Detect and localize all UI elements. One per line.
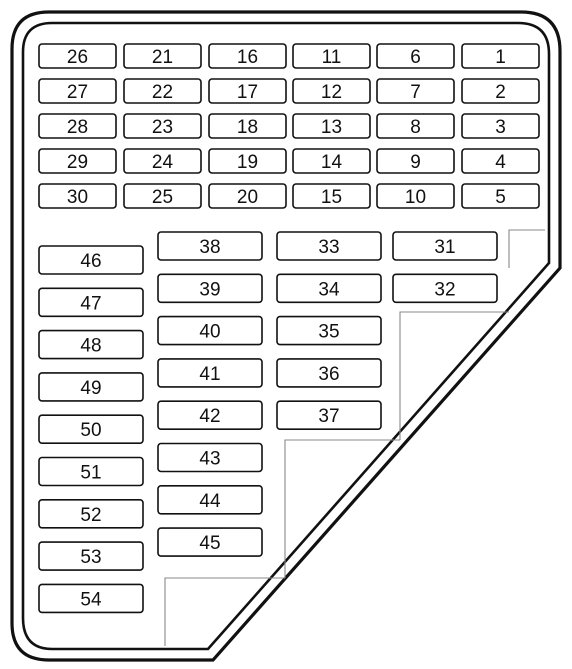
fuse-number: 15 [320,187,343,208]
fuse-number: 34 [318,279,340,301]
fuse-number: 46 [80,251,102,272]
fuse-number: 2 [495,82,506,103]
fuse-number: 40 [199,321,221,343]
fuse-12 [293,79,370,103]
fuse-16 [209,44,286,68]
fuse-44 [158,486,262,514]
fuse-15 [293,184,370,208]
fuse-number: 41 [199,363,221,385]
fuse-number: 28 [66,117,89,138]
fuse-number: 23 [151,117,174,138]
fuse-number: 30 [66,187,89,208]
fuse-2 [462,79,539,103]
fuse-number: 14 [320,152,343,173]
fuse-30 [39,184,116,208]
fuse-22 [124,79,201,103]
fuse-number: 49 [80,377,102,399]
fuse-number: 32 [434,279,456,301]
fuse-53 [39,542,143,570]
fuse-number: 16 [236,47,259,68]
fuse-number: 29 [66,152,89,173]
fuse-3 [462,114,539,138]
fuse-20 [209,184,286,208]
fuse-23 [124,114,201,138]
fuse-26 [39,44,116,68]
fuse-46 [39,246,143,274]
fuse-number: 20 [236,187,259,208]
fuse-41 [158,359,262,387]
fuse-37 [277,401,381,429]
fuse-number: 35 [318,321,340,343]
fuse-7 [377,79,454,103]
fuse-43 [158,444,262,472]
fuse-5 [462,184,539,208]
fuse-number: 17 [236,82,259,103]
fuse-27 [39,79,116,103]
fuse-52 [39,500,143,528]
fuse-54 [39,584,143,612]
fuse-number: 43 [199,448,221,470]
fuse-number: 3 [495,117,506,138]
fuse-45 [158,528,262,556]
fuse-number: 6 [410,47,421,68]
fuse-number: 1 [495,47,506,68]
fuse-48 [39,331,143,359]
fuse-number: 51 [80,462,102,484]
fuse-number: 12 [320,82,343,103]
fuse-number: 54 [80,589,102,611]
fuse-number: 5 [495,187,506,208]
fuse-number: 21 [151,47,174,68]
fuse-33 [277,232,381,260]
fuse-32 [393,274,497,302]
fuse-number: 27 [66,82,89,103]
fuse-34 [277,274,381,302]
fuse-number: 7 [410,82,421,103]
fuse-number: 9 [410,152,421,173]
fuse-number: 31 [434,237,456,258]
fuse-number: 19 [236,152,259,173]
fuse-number: 25 [151,187,174,208]
fuse-42 [158,401,262,429]
fuse-number: 4 [495,152,506,173]
fuse-number: 50 [80,420,102,442]
fuse-11 [293,44,370,68]
fuse-number: 33 [318,237,340,258]
fuse-9 [377,149,454,173]
fuse-number: 48 [80,335,102,357]
fuse-number: 22 [151,82,174,103]
fuse-50 [39,415,143,443]
fuse-8 [377,114,454,138]
fuse-35 [277,317,381,345]
fuse-slots [39,44,539,612]
fuse-28 [39,114,116,138]
fuse-number: 42 [199,406,221,428]
fuse-1 [462,44,539,68]
fuse-number: 47 [80,293,102,315]
fuse-number: 13 [320,117,343,138]
fuse-19 [209,149,286,173]
fuse-51 [39,458,143,486]
fuse-number: 24 [151,152,174,173]
fuse-40 [158,317,262,345]
fuse-number: 37 [318,406,340,428]
fuse-number: 45 [199,533,221,555]
fuse-number: 26 [66,47,89,68]
fuse-4 [462,149,539,173]
fuse-17 [209,79,286,103]
fuse-number: 53 [80,547,102,569]
fuse-number: 39 [199,279,221,301]
fuse-47 [39,288,143,316]
fuse-29 [39,149,116,173]
fuse-number: 18 [236,117,259,138]
fuse-10 [377,184,454,208]
fuse-number: 38 [199,237,221,258]
fuse-number: 52 [80,504,102,526]
fuse-14 [293,149,370,173]
fuse-38 [158,232,262,260]
fuse-number: 44 [199,490,221,512]
fuse-6 [377,44,454,68]
fuse-number: 10 [404,187,427,208]
fuse-18 [209,114,286,138]
fuse-24 [124,149,201,173]
fuse-39 [158,274,262,302]
fuse-13 [293,114,370,138]
fuse-number: 8 [410,117,421,138]
fuse-21 [124,44,201,68]
fuse-36 [277,359,381,387]
fuse-31 [393,232,497,260]
fuse-number: 36 [318,363,340,385]
fuse-25 [124,184,201,208]
fuse-number: 11 [321,47,342,68]
fuse-49 [39,373,143,401]
